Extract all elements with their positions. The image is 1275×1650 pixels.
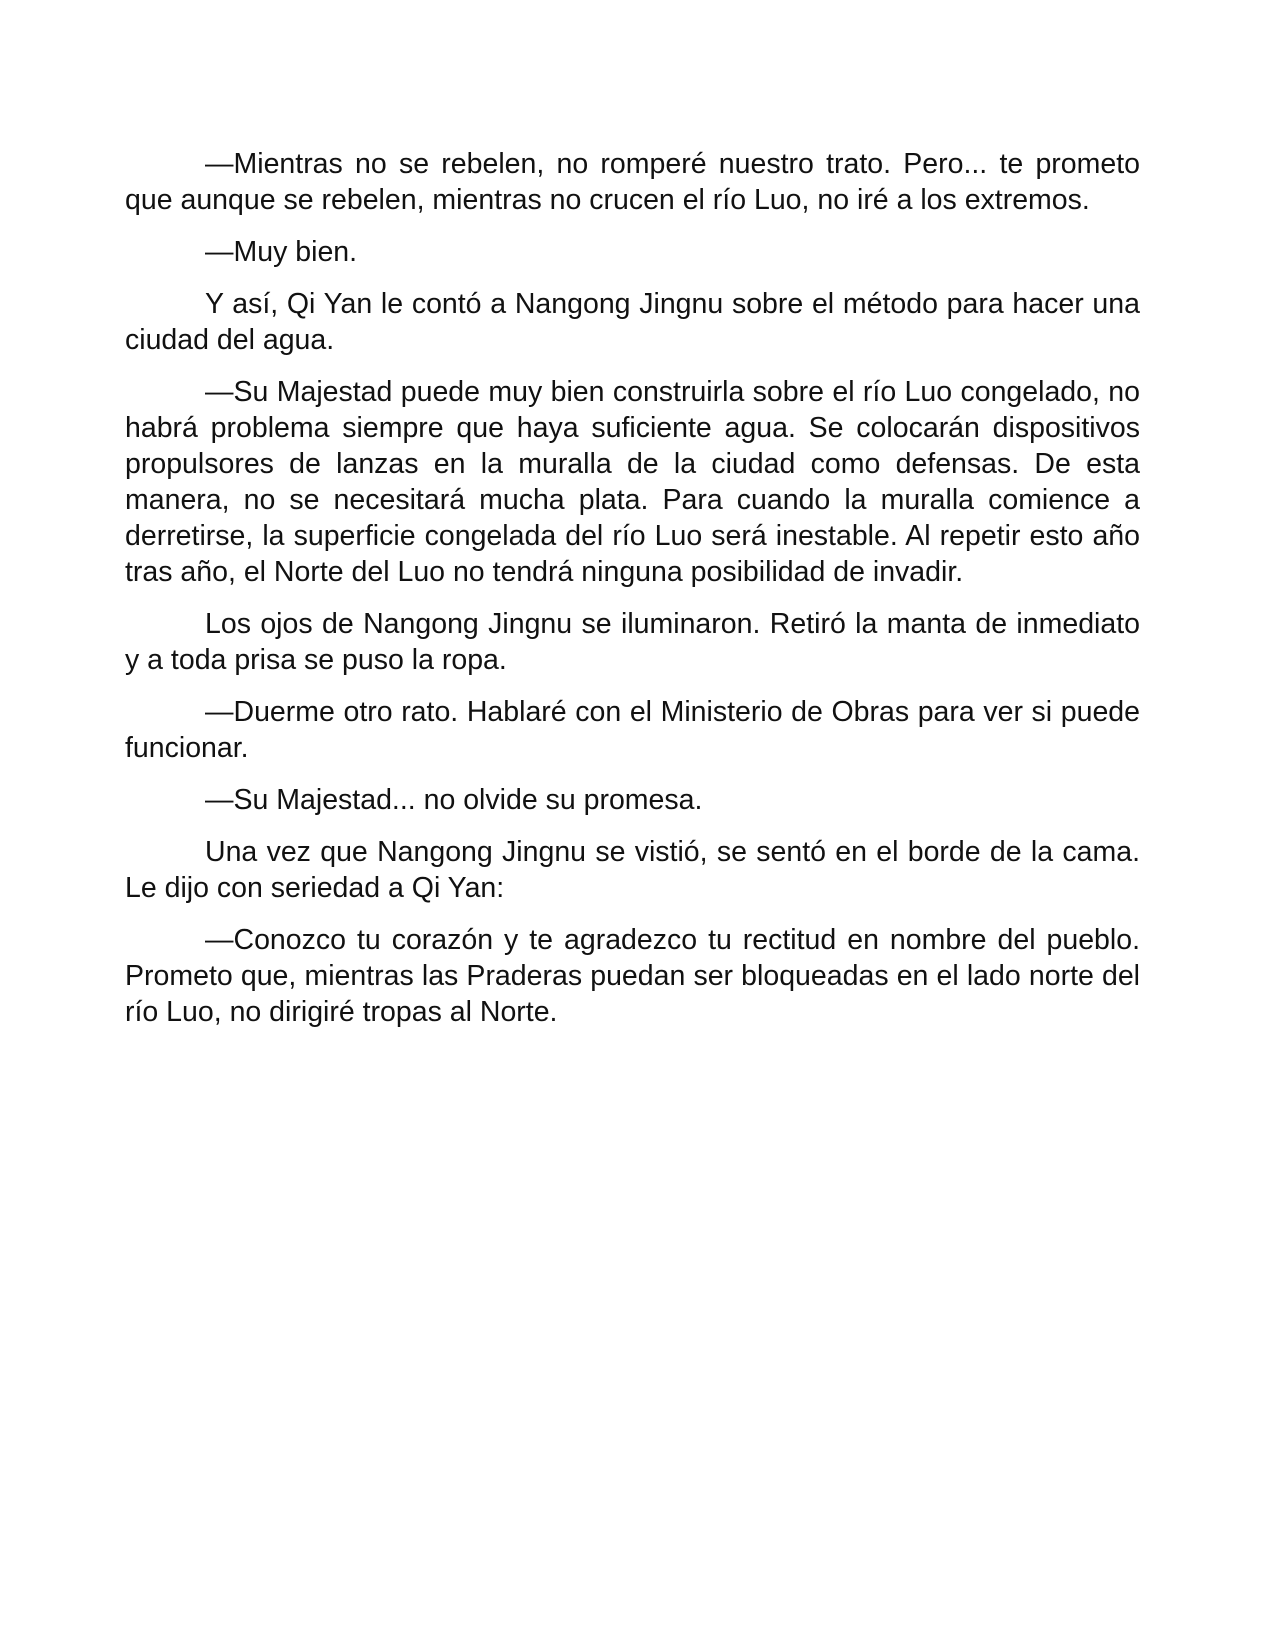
paragraph: —Su Majestad... no olvide su promesa. bbox=[205, 784, 703, 816]
paragraph: —Mientras no se rebelen, no romperé nuestro trato. Pero... te prometo que aunque se rebelen, mientras no crucen el río Luo, no iré a los extremos. bbox=[125, 148, 1140, 216]
paragraph: —Duerme otro rato. Hablaré con el Ministerio de Obras para ver si puede funcionar. bbox=[125, 696, 1140, 764]
paragraph: —Muy bien. bbox=[205, 236, 358, 268]
paragraph: Los ojos de Nangong Jingnu se iluminaron. Retiró la manta de inmediato y a toda prisa se puso la ropa. bbox=[125, 608, 1140, 676]
paragraph: Y así, Qi Yan le contó a Nangong Jingnu sobre el método para hacer una ciudad del agua. bbox=[125, 288, 1140, 356]
paragraph: —Conozco tu corazón y te agradezco tu rectitud en nombre del pueblo. Prometo que, mientras las Praderas puedan ser bloqueadas en el lado norte del río Luo, no dirigiré tropas al Norte. bbox=[125, 924, 1140, 1028]
body-text bbox=[125, 146, 1140, 1030]
paragraph: —Su Majestad puede muy bien construirla sobre el río Luo congelado, no habrá problema siempre que haya suficiente agua. Se colocarán dispositivos propulsores de lanzas en la muralla de la ciudad como defensas. De esta manera, no se necesitará mucha plata. Para cuando la muralla comience a derretirse, la superficie congelada del río Luo será inestable. Al repetir esto año tras año, el Norte del Luo no tendrá ninguna posibilidad de invadir. bbox=[125, 376, 1140, 588]
paragraph: Una vez que Nangong Jingnu se vistió, se sentó en el borde de la cama. Le dijo con seriedad a Qi Yan: bbox=[125, 836, 1140, 904]
